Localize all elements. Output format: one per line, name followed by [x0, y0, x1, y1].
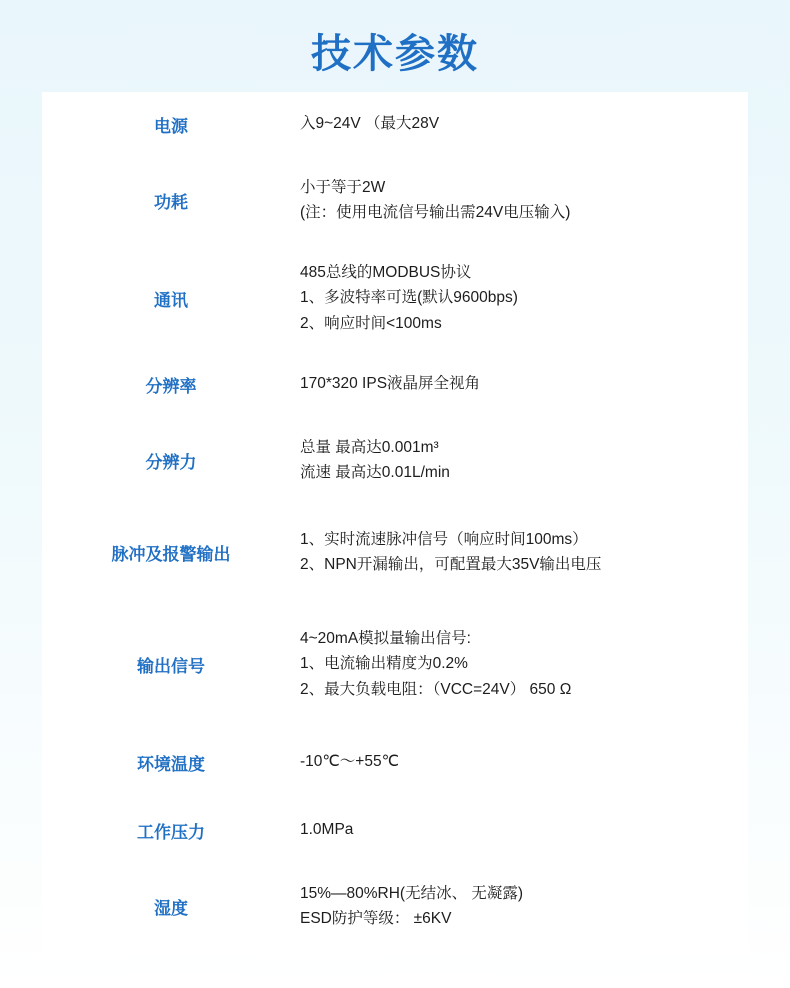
- spec-value-line: 485总线的MODBUS协议: [300, 264, 472, 282]
- spec-value-line: 4~20mA模拟量输出信号:: [300, 630, 471, 648]
- spec-label: 功耗: [154, 192, 188, 212]
- spec-label: 脉冲及报警输出: [111, 544, 231, 564]
- spec-value-line: 1、多波特率可选(默认9600bps): [300, 289, 518, 307]
- spec-value-line: 流速 最高达0.01L/min: [300, 464, 450, 481]
- spec-value: [300, 156, 748, 244]
- spec-value-line: 入9~24V （最大28V: [300, 115, 440, 133]
- spec-label: 工作压力: [137, 822, 205, 842]
- spec-value-line: 2、NPN开漏输出，可配置最大35V输出电压: [300, 556, 602, 573]
- spec-value-line: 2、最大负载电阻：（VCC=24V） 650 Ω: [300, 680, 572, 698]
- page-title: 技术参数: [311, 32, 479, 76]
- spec-value-line: 1、实时流速脉冲信号（响应时间100ms）: [300, 530, 588, 548]
- spec-label: 电源: [154, 116, 188, 136]
- spec-label: 通讯: [154, 290, 188, 310]
- spec-value-line: -10℃～+55℃: [300, 753, 400, 771]
- spec-value: [300, 244, 748, 352]
- spec-value: [300, 504, 748, 600]
- spec-value-line: ESD防护等级： ±6KV: [300, 910, 452, 927]
- table-row: [42, 728, 748, 796]
- table-row: [42, 416, 748, 504]
- spec-value-line: 总量 最高达0.001m³: [300, 438, 439, 456]
- spec-value-line: 1、电流输出精度为0.2%: [300, 655, 468, 673]
- table-row: [42, 864, 748, 948]
- spec-card: [42, 92, 748, 954]
- spec-label: 分辨力: [145, 452, 197, 472]
- table-row: [42, 600, 748, 728]
- spec-value-line: 1.0MPa: [300, 821, 354, 839]
- spec-value: [300, 416, 748, 504]
- spec-label: 环境温度: [137, 754, 205, 774]
- spec-value: [300, 864, 748, 948]
- spec-value-line: 15%—80%RH(无结冰、 无凝露): [300, 884, 524, 902]
- spec-value: [300, 92, 748, 156]
- spec-value: [300, 796, 748, 864]
- spec-label: 湿度: [154, 898, 188, 918]
- spec-value-line: 170*320 IPS液晶屏全视角: [300, 375, 481, 393]
- spec-value: [300, 600, 748, 728]
- table-row: [42, 244, 748, 352]
- table-row: [42, 504, 748, 600]
- spec-value: [300, 352, 748, 416]
- spec-label: 分辨率: [145, 376, 197, 396]
- table-row: [42, 156, 748, 244]
- table-row: [42, 796, 748, 864]
- table-row: [42, 92, 748, 156]
- spec-label: 输出信号: [137, 656, 205, 676]
- spec-value-line: 小于等于2W: [300, 178, 386, 196]
- spec-value: [300, 728, 748, 796]
- spec-value-line: 2、响应时间<100ms: [300, 314, 442, 332]
- spec-value-line: (注：使用电流信号输出需24V电压输入): [300, 204, 571, 221]
- table-row: [42, 352, 748, 416]
- spec-table: [42, 92, 748, 948]
